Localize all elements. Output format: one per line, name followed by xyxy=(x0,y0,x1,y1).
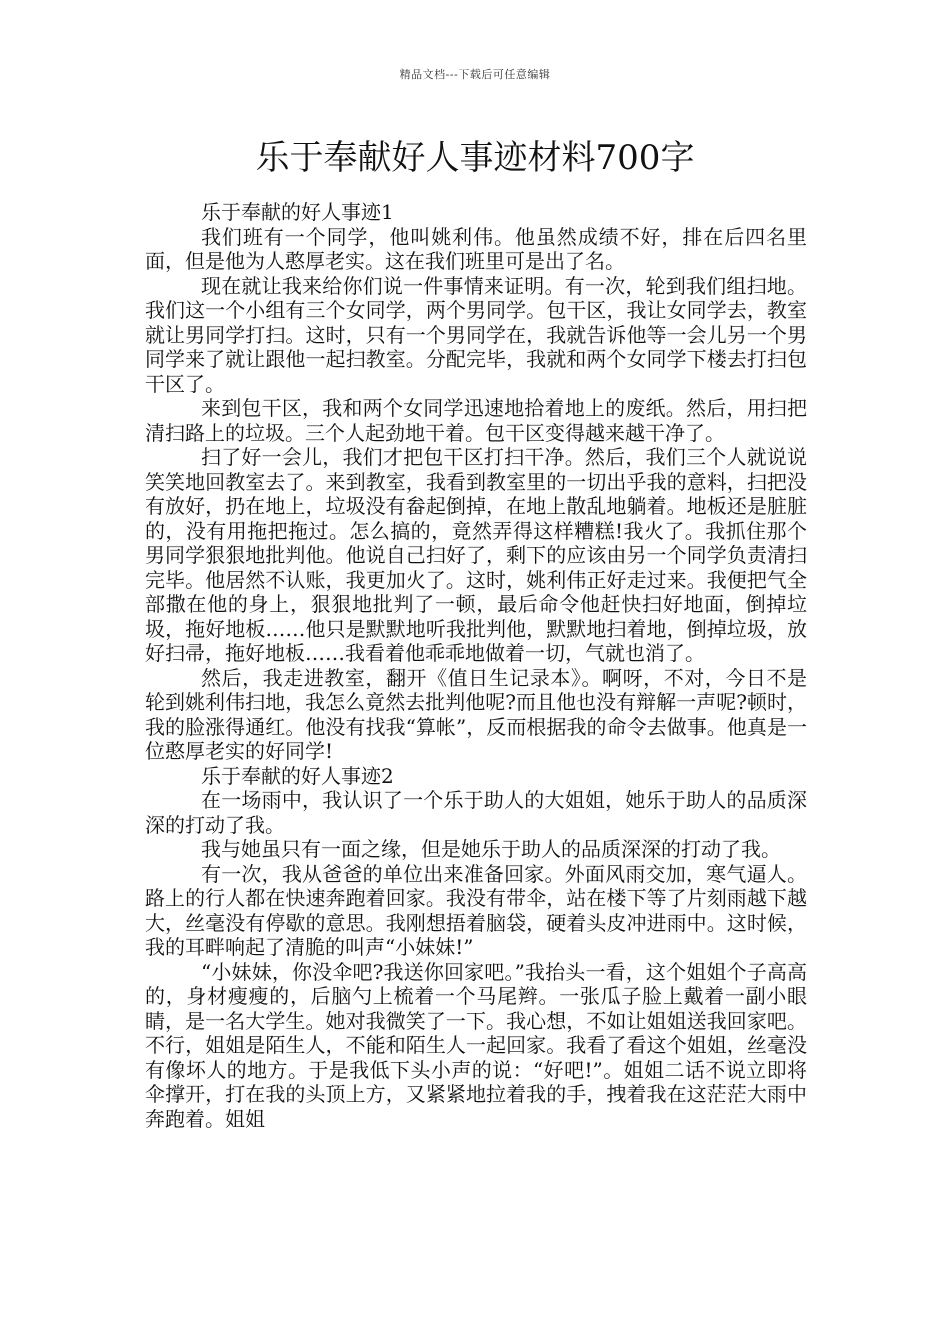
paragraph: 来到包干区，我和两个女同学迅速地拾着地上的废纸。然后，用扫把清扫路上的垃圾。三个人起劲地干着。包干区变得越来越干净了。 xyxy=(145,396,807,445)
document-body xyxy=(145,200,807,1131)
section-heading-2: 乐于奉献的好人事迹2 xyxy=(201,763,394,788)
paragraph: 然后，我走进教室，翻开《值日生记录本》。啊呀，不对，今日不是轮到姚利伟扫地，我怎么竟然去批判他呢?而且他也没有辩解一声呢?顿时，我的脸涨得通红。他没有找我“算帐”，反而根据我的命令去做事。他真是一位憨厚老实的好同学! xyxy=(145,665,807,763)
paragraph: “小妹妹，你没伞吧?我送你回家吧。”我抬头一看，这个姐姐个子高高的，身材瘦瘦的，后脑勺上梳着一个马尾辫。一张瓜子脸上戴着一副小眼睛，是一名大学生。她对我微笑了一下。我心想，不如让姐姐送我回家吧。不行，姐姐是陌生人，不能和陌生人一起回家。我看了看这个姐姐，丝毫没有像坏人的地方。于是我低下头小声的说：“好吧!”。姐姐二话不说立即将伞撑开，打在我的头顶上方，又紧紧地拉着我的手，拽着我在这茫茫大雨中奔跑着。姐姐 xyxy=(145,959,807,1131)
paragraph: 我与她虽只有一面之缘，但是她乐于助人的品质深深的打动了我。 xyxy=(201,837,781,861)
paragraph: 在一场雨中，我认识了一个乐于助人的大姐姐，她乐于助人的品质深深的打动了我。 xyxy=(145,788,807,837)
document-title: 乐于奉献好人事迹材料700字 xyxy=(255,138,695,178)
page-header-note: 精品文档---下载后可任意编辑 xyxy=(399,68,551,81)
paragraph: 我们班有一个同学，他叫姚利伟。他虽然成绩不好，排在后四名里面，但是他为人憨厚老实。这在我们班里可是出了名。 xyxy=(145,224,807,273)
section-heading-1: 乐于奉献的好人事迹1 xyxy=(201,200,394,224)
paragraph: 有一次，我从爸爸的单位出来准备回家。外面风雨交加，寒气逼人。路上的行人都在快速奔跑着回家。我没有带伞，站在楼下等了片刻雨越下越大，丝毫没有停歇的意思。我刚想捂着脑袋，硬着头皮冲进雨中。这时候，我的耳畔响起了清脆的叫声“小妹妹!” xyxy=(145,861,807,959)
paragraph: 扫了好一会儿，我们才把包干区打扫干净。然后，我们三个人就说说笑笑地回教室去了。来到教室，我看到教室里的一切出乎我的意料，扫把没有放好，扔在地上，垃圾没有畚起倒掉，在地上散乱地躺着。地板还是脏脏的，没有用拖把拖过。怎么搞的，竟然弄得这样糟糕!我火了。我抓住那个男同学狠狠地批判他。他说自己扫好了，剩下的应该由另一个同学负责清扫完毕。他居然不认账，我更加火了。这时，姚利伟正好走过来。我便把气全部撒在他的身上，狠狠地批判了一顿，最后命令他赶快扫好地面，倒掉垃圾，拖好地板……他只是默默地听我批判他，默默地扫着地，倒掉垃圾，放好扫帚，拖好地板……我看着他乖乖地做着一切，气就也消了。 xyxy=(145,445,807,665)
paragraph: 现在就让我来给你们说一件事情来证明。有一次，轮到我们组扫地。我们这一个小组有三个女同学，两个男同学。包干区，我让女同学去，教室就让男同学打扫。这时，只有一个男同学在，我就告诉他等一会儿另一个男同学来了就让跟他一起扫教室。分配完毕，我就和两个女同学下楼去打扫包干区了。 xyxy=(145,273,807,396)
